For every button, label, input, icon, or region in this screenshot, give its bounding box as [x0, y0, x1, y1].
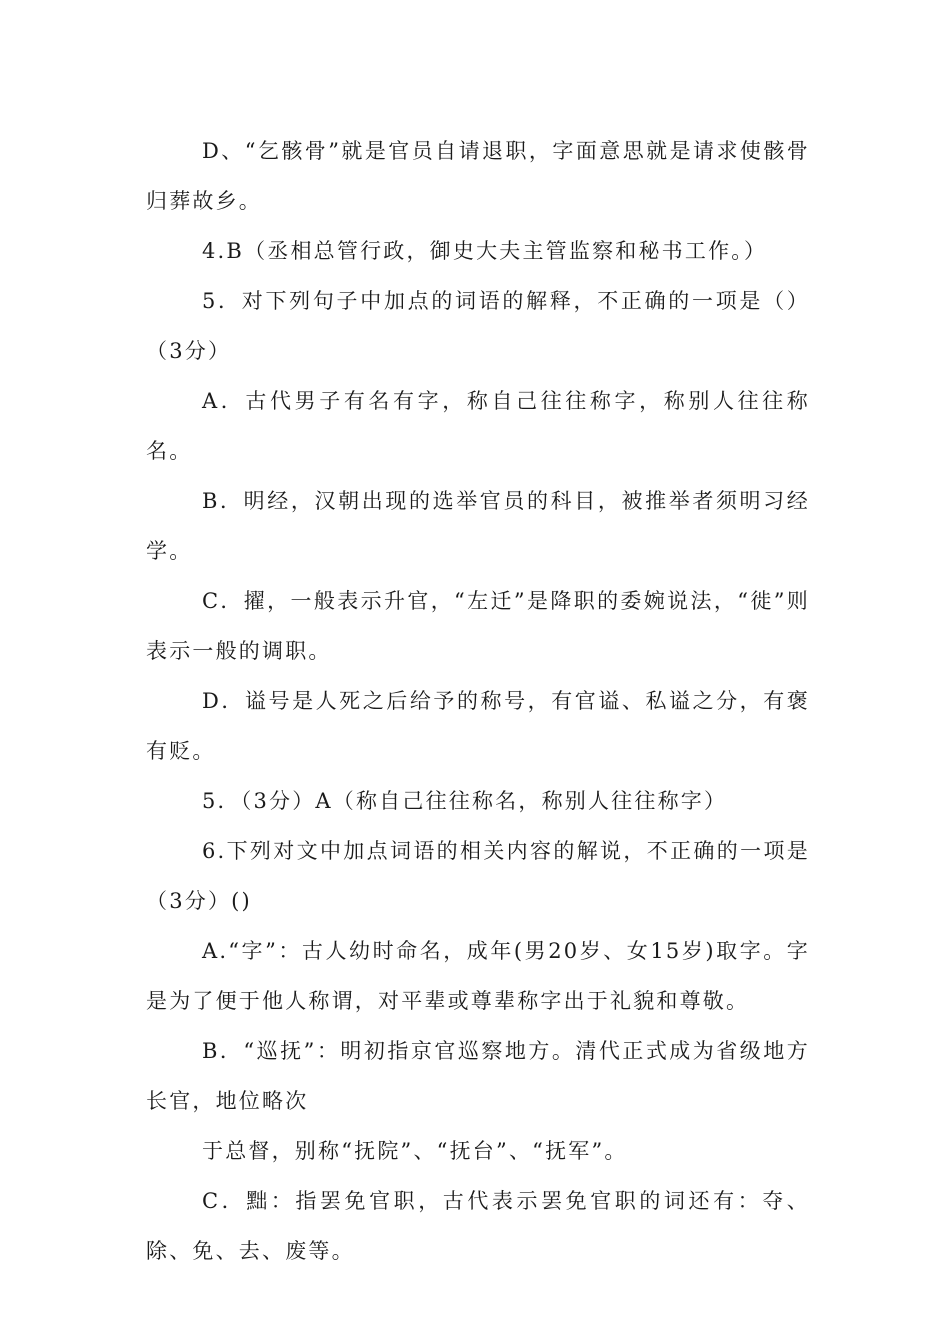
paragraph-q6-option-a: A.“字”：古人幼时命名，成年(男20岁、女15岁)取字。字是为了便于他人称谓，对平辈或尊辈称字出于礼貌和尊敬。 [146, 939, 810, 1013]
paragraph-qigaigu-explanation: D、“乞骸骨”就是官员自请退职，字面意思就是请求使骸骨归葬故乡。 [146, 139, 810, 213]
paragraph-answer-5: 5．（3分）A（称自己往往称名，称别人往往称字） [202, 789, 728, 813]
paragraph-q6-option-b-continued: 于总督，别称“抚院”、“抚台”、“抚军”。 [202, 1139, 628, 1163]
paragraph-q5-option-c: C．擢，一般表示升官，“左迁”是降职的委婉说法，“徙”则表示一般的调职。 [146, 589, 810, 663]
paragraph-question-6: 6.下列对文中加点词语的相关内容的解说，不正确的一项是（3分）() [146, 839, 810, 913]
paragraph-answer-4: 4.B（丞相总管行政，御史大夫主管监察和秘书工作。） [202, 239, 768, 263]
paragraph-q5-option-b: B．明经，汉朝出现的选举官员的科目，被推举者须明习经学。 [146, 489, 810, 563]
paragraph-q5-option-d: D．谥号是人死之后给予的称号，有官谥、私谥之分，有褒有贬。 [146, 689, 810, 763]
paragraph-q5-option-a: A．古代男子有名有字，称自己往往称字，称别人往往称名。 [146, 389, 810, 463]
paragraph-question-5: 5．对下列句子中加点的词语的解释，不正确的一项是（）（3分） [146, 289, 810, 363]
paragraph-q6-option-b: B．“巡抚”：明初指京官巡察地方。清代正式成为省级地方长官，地位略次 [146, 1039, 810, 1113]
document-body [146, 126, 810, 1276]
paragraph-q6-option-c: C．黜：指罢免官职，古代表示罢免官职的词还有：夺、除、免、去、废等。 [146, 1189, 810, 1263]
